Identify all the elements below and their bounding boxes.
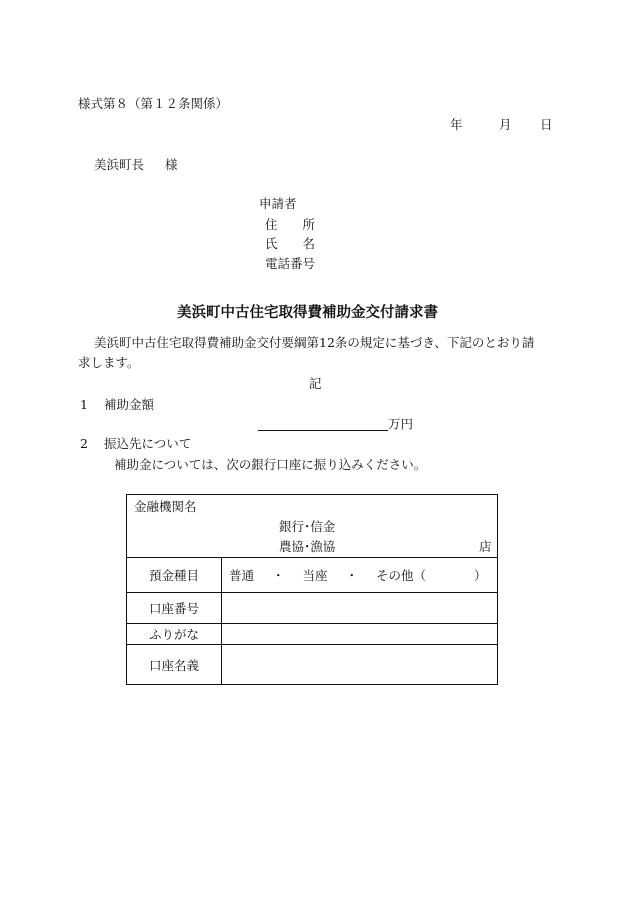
- body-line-1: 美浜町中古住宅取得費補助金交付要綱第12条の規定に基づき、下記のとおり請: [94, 335, 535, 350]
- bank-types-line-1: 銀行･信金: [279, 519, 336, 534]
- amount-unit: 万円: [388, 416, 414, 432]
- account-number-label: 口座番号: [127, 593, 222, 624]
- option-futsu[interactable]: 普通: [229, 568, 255, 583]
- option-other[interactable]: その他（: [376, 568, 427, 583]
- item2-number: 2: [80, 436, 88, 451]
- applicant-heading: 申請者: [259, 196, 297, 211]
- document-title: 美浜町中古住宅取得費補助金交付請求書: [177, 304, 438, 321]
- date-year: 年: [450, 117, 463, 132]
- bank-account-table: [126, 494, 498, 685]
- item1-label: 補助金額: [104, 397, 155, 412]
- branch-suffix: 店: [479, 539, 492, 554]
- separator-2: ・: [345, 568, 359, 583]
- account-type-label: 預金種目: [127, 558, 222, 593]
- separator-1: ・: [272, 568, 285, 583]
- applicant-address-label: 住 所: [265, 217, 316, 232]
- institution-label: 金融機関名: [134, 499, 197, 514]
- addressee-name: 美浜町長: [94, 157, 145, 172]
- amount-blank[interactable]: [258, 417, 388, 431]
- other-close-paren: ）: [474, 568, 487, 583]
- account-type-options[interactable]: [222, 558, 498, 593]
- account-name-field[interactable]: [222, 645, 498, 685]
- item2-description: 補助金については、次の銀行口座に振り込みください。: [114, 457, 427, 472]
- applicant-phone-label: 電話番号: [265, 256, 316, 271]
- account-number-field[interactable]: [222, 593, 498, 624]
- date-day: 日: [540, 117, 553, 132]
- addressee-honorific: 様: [165, 157, 178, 172]
- applicant-name-label: 氏 名: [265, 236, 316, 251]
- form-id: 様式第８（第１２条関係）: [78, 96, 229, 111]
- date-month: 月: [499, 117, 512, 132]
- body-line-2: 求します。: [78, 355, 140, 370]
- furigana-field[interactable]: [222, 624, 498, 645]
- institution-cell[interactable]: [127, 495, 498, 558]
- furigana-label: ふりがな: [127, 624, 222, 645]
- item2-label: 振込先について: [104, 436, 192, 451]
- option-touza[interactable]: 当座: [302, 568, 328, 583]
- account-name-label: 口座名義: [127, 645, 222, 685]
- bank-types-line-2: 農協･漁協: [279, 539, 336, 554]
- item1-number: 1: [80, 397, 88, 412]
- amount-field[interactable]: [258, 417, 413, 431]
- ki-marker: 記: [309, 376, 322, 391]
